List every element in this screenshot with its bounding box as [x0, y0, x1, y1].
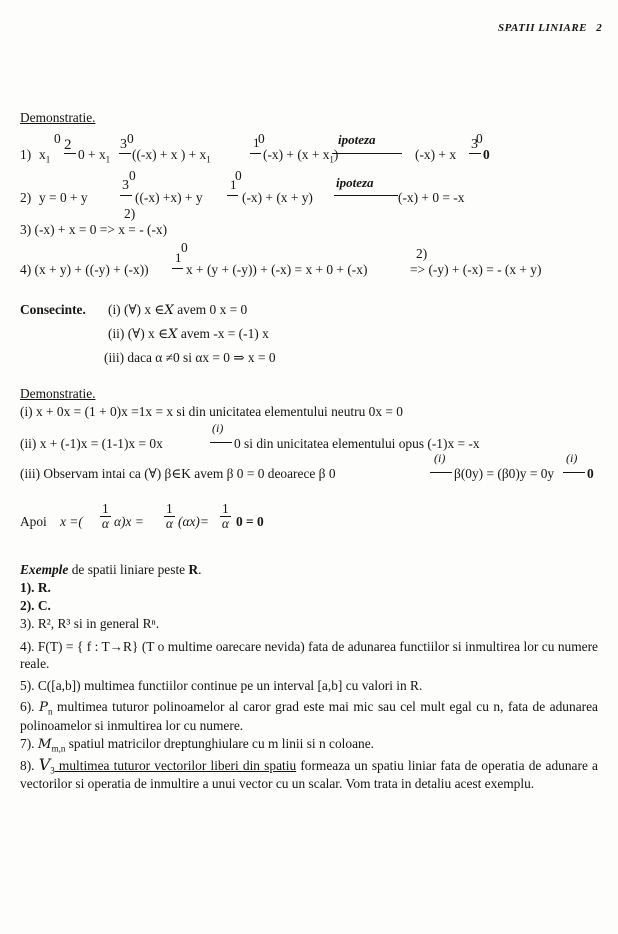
- example-8-text: formeaza un spatiu liniar fata de operatia de adunare a vectorilor si operatia de inmultire a unui vector cu un scalar. Vom trata in detaliu acest exemplu.: [20, 758, 598, 791]
- line1-eqbar-3: [250, 153, 261, 154]
- consecinte-ii-text: (ii) (∀) x ∈: [108, 326, 169, 341]
- line1-text3: ((-x) + x ) + x: [132, 147, 207, 162]
- line1-eq-mark-1: 1: [253, 135, 260, 150]
- line1-text5: ): [333, 147, 339, 162]
- demonstration-heading-1: Demonstratie.: [20, 110, 96, 125]
- running-header: [498, 22, 602, 35]
- demo2-iii-mark1: (i): [434, 451, 446, 465]
- demo1-line1: [20, 131, 600, 171]
- line1-eq-mark-2: 2: [64, 137, 72, 153]
- line4-eq-mark-1: 1: [175, 250, 182, 265]
- demo1-line4: [20, 238, 610, 280]
- line1-eq-mark-3: 3: [120, 137, 127, 152]
- example-7-num: 7).: [20, 736, 35, 751]
- demo2-iii-bar1: [430, 472, 452, 473]
- line1-x: x: [39, 147, 46, 162]
- demo2-ii-a: (ii) x + (-1)x = (1-1)x = 0x: [20, 436, 163, 451]
- line2-eq-mark-1: 1: [230, 177, 237, 192]
- frac-2-den: α: [165, 516, 173, 532]
- line1-ipoteza-bar: [332, 153, 402, 154]
- consecinte-label: Consecinte.: [20, 302, 86, 317]
- frac-1: [100, 502, 111, 531]
- frac-1-den: α: [101, 516, 109, 532]
- demo2-ii-b: 0 si din unicitatea elementului opus (-1)x = -x: [234, 436, 480, 451]
- example-2: 2). C.: [20, 598, 51, 613]
- examples-lead-text: de spatii liniare peste: [68, 562, 189, 577]
- example-7: [20, 736, 374, 752]
- line1-zero-mark3: 0: [258, 131, 265, 146]
- example-6: [20, 698, 598, 735]
- apoi-mid2: (αx)=: [178, 514, 209, 529]
- line1-ipoteza: ipoteza: [338, 132, 376, 147]
- line4-ref: 2): [416, 246, 428, 261]
- demo2-iii-bar2: [563, 472, 585, 473]
- demo2-iii-mark2: (i): [566, 451, 578, 465]
- line2-text2: ((-x) +x) + y: [135, 190, 203, 205]
- line2-ipoteza: ipoteza: [336, 175, 374, 190]
- consecinte-i-set: X: [164, 303, 174, 318]
- frac-2-num: 1: [166, 501, 173, 516]
- demo2-iii-a: (iii) Observam intai ca (∀) β∈K avem β 0 = 0 deoarece β 0: [20, 466, 336, 481]
- demo2-ii-bar: [210, 442, 232, 443]
- consecinte-ii-set: X: [168, 327, 178, 342]
- consecinte-ii-rest: avem -x = (-1) x: [177, 326, 269, 341]
- line4-zero-mark: 0: [181, 240, 188, 255]
- examples-lead-R: R: [188, 562, 199, 577]
- line2-text3: (-x) + (x + y): [242, 190, 313, 205]
- example-8-num: 8).: [20, 758, 35, 773]
- demo2-line2: [20, 168, 600, 220]
- demo2-iii-b: β(0y) = (β0)y = 0y: [454, 466, 555, 481]
- line4-text3: => (-y) + (-x) = - (x + y): [410, 262, 542, 277]
- line1-eqbar-1: [64, 153, 76, 154]
- examples-lead-bold: Exemple: [20, 562, 69, 577]
- consecinte-i-text: (i) (∀) x ∈: [108, 302, 165, 317]
- apoi-formula: [20, 502, 320, 546]
- example-8-underlined: multimea tuturor vectorilor liberi din spatiu: [54, 758, 297, 773]
- demo1-line3: 3) (-x) + x = 0 => x = - (-x): [20, 222, 168, 237]
- line1-eq-mark-4: 3: [471, 137, 478, 152]
- example-6-text: multimea tuturor polinoamelor al caror grad este mai mic sau cel mult egal cu n, fata de adunarea polinoamelor si inmultirea lor cu numere.: [20, 699, 598, 733]
- example-5: 5). C([a,b]) multimea functiilor continue pe un interval [a,b] cu valori in R.: [20, 678, 423, 693]
- line2-eqbar-2: [227, 195, 238, 196]
- line1-sub1: 1: [45, 154, 51, 165]
- page-number: 2: [596, 22, 603, 34]
- consecinte-iii: (iii) daca α ≠0 si αx = 0 ⇒ x = 0: [104, 350, 276, 365]
- consecinte-ii: [108, 326, 269, 342]
- line2-eqbar-1: [120, 195, 132, 196]
- frac-1-num: 1: [102, 501, 109, 516]
- line1-text4: (-x) + (x + x: [263, 147, 330, 162]
- line1-zero-mark1: 0: [54, 131, 61, 146]
- apoi-mid1: α)x =: [114, 514, 144, 529]
- line2-zero-mark2: 0: [235, 168, 242, 183]
- example-3: 3). R², R³ si in general Rⁿ.: [20, 616, 160, 631]
- example-7-text: spatiul matricilor dreptunghiulare cu m linii si n coloane.: [65, 736, 375, 751]
- example-8: [20, 756, 598, 793]
- example-1: 1). R.: [20, 580, 51, 595]
- frac-3-den: α: [221, 516, 229, 532]
- frac-3-num: 1: [222, 501, 229, 516]
- consecinte-i: [108, 302, 247, 318]
- example-4: 4). F(T) = { f : T→R} (T o multime oarecare nevida) fata de adunarea functiilor si inmultirea lor cu numere reale.: [20, 639, 598, 671]
- line2-text4: (-x) + 0 = -x: [398, 190, 465, 205]
- apoi-label: Apoi: [20, 514, 47, 529]
- line1-eqbar-4: [469, 153, 481, 154]
- line2-ipoteza-bar: [334, 195, 398, 196]
- line2-ref: 2): [124, 206, 136, 221]
- examples-lead: [20, 562, 202, 577]
- line2-number: 2): [20, 190, 32, 205]
- line1-text7: 0: [483, 147, 490, 162]
- line4-text2: x + (y + (-y)) + (-x) = x + 0 + (-x): [186, 262, 368, 277]
- frac-2: [164, 502, 175, 531]
- demo2-i: (i) x + 0x = (1 + 0)x =1x = x si din unicitatea elementului neutru 0x = 0: [20, 404, 403, 419]
- examples-lead-dot: .: [198, 562, 202, 577]
- demonstration-heading-2: Demonstratie.: [20, 386, 96, 401]
- consecinte-i-rest: avem 0 x = 0: [173, 302, 248, 317]
- apoi-end: 0 = 0: [236, 514, 264, 529]
- line2-eq-mark-3: 3: [122, 178, 129, 193]
- demo2-ii: [20, 421, 600, 454]
- header-title: SPATII LINIARE: [498, 22, 588, 34]
- example-7-symbol: M: [37, 737, 52, 752]
- line1-number: 1): [20, 147, 32, 162]
- line1-text2: 0 + x: [78, 147, 106, 162]
- line1-zero-mark4: 0: [476, 131, 483, 146]
- line1-eqbar-2: [119, 153, 131, 154]
- line4-eqbar: [172, 268, 183, 269]
- example-6-symbol: P: [39, 700, 49, 715]
- line1-zero-mark2: 0: [127, 131, 134, 146]
- demo2-iii: [20, 451, 610, 484]
- line2-zero-mark1: 0: [129, 168, 136, 183]
- example-6-sub: n: [48, 706, 53, 717]
- line2-text1: y = 0 + y: [39, 190, 88, 205]
- line1-sub2: 1: [105, 154, 111, 165]
- line4-text1: 4) (x + y) + ((-y) + (-x)): [20, 262, 149, 277]
- example-8-sub: 3: [50, 765, 55, 776]
- apoi-x: x =(: [60, 514, 83, 529]
- example-8-symbol: V: [38, 755, 51, 774]
- demo2-ii-mark: (i): [212, 421, 224, 435]
- line1-sub4: 1: [329, 154, 334, 165]
- demo2-iii-c: 0: [587, 466, 594, 481]
- line1-text6: (-x) + x: [415, 147, 457, 162]
- frac-3: [220, 502, 231, 531]
- example-7-sub: m,n: [51, 743, 66, 754]
- line1-sub3: 1: [206, 154, 211, 165]
- example-6-num: 6).: [20, 699, 35, 714]
